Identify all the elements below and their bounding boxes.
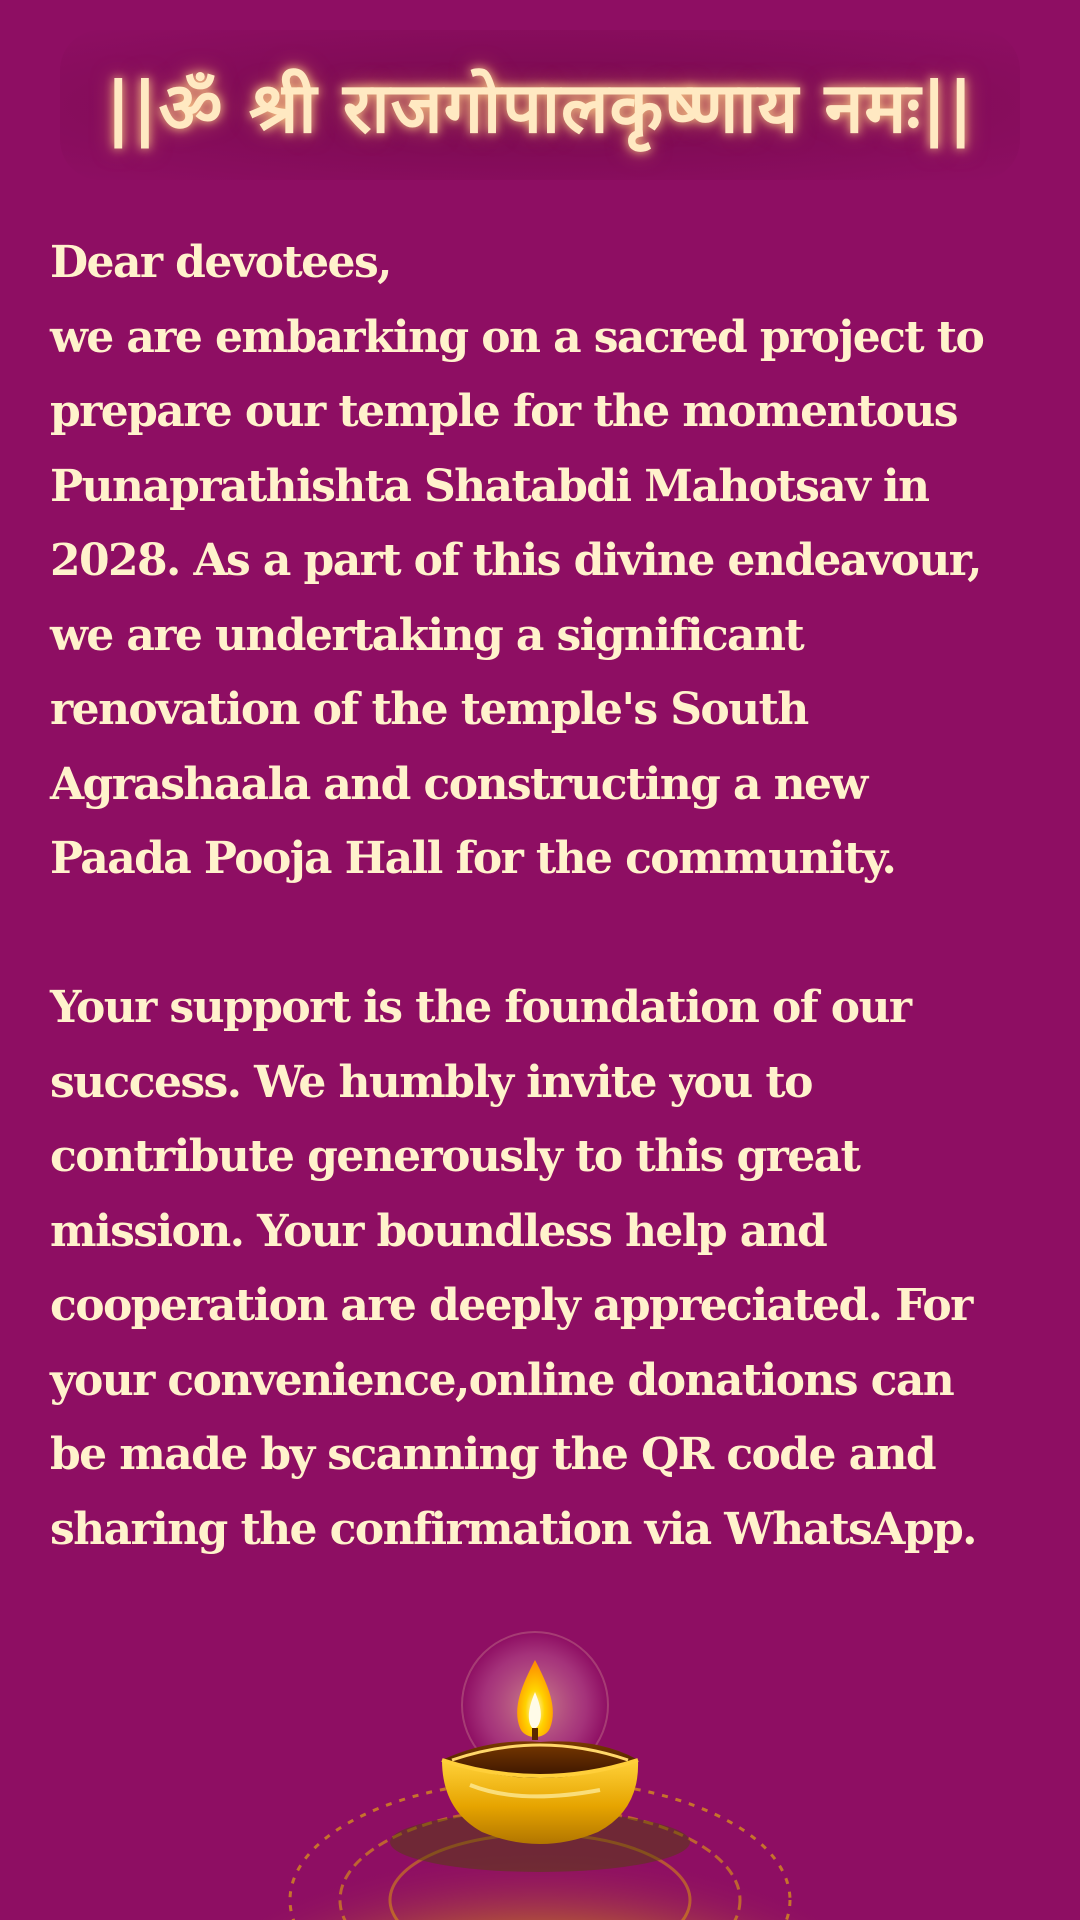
message-line: be made by scanning the QR code and xyxy=(50,1429,936,1480)
message-line: renovation of the temple's South xyxy=(50,684,808,735)
message-line: sharing the confirmation via WhatsApp. xyxy=(50,1503,976,1555)
message-body xyxy=(50,226,1040,1567)
message-line: cooperation are deeply appreciated. For xyxy=(50,1280,972,1331)
message-line: we are undertaking a significant xyxy=(50,609,804,661)
message-line: success. We humbly invite you to xyxy=(50,1056,812,1108)
message-line: prepare our temple for the momentous xyxy=(50,386,957,437)
paragraph-spacer xyxy=(50,897,1040,972)
message-line: mission. Your boundless help and xyxy=(50,1205,827,1257)
diya-lamp-icon xyxy=(0,1600,1080,1920)
message-line: we are embarking on a sacred project to xyxy=(50,311,984,363)
message-line: Dear devotees, xyxy=(50,237,391,288)
header-banner xyxy=(60,30,1020,180)
diya-decoration xyxy=(0,1600,1080,1920)
message-line: Punaprathishta Shatabdi Mahotsav in xyxy=(50,460,929,512)
message-line: your convenience,online donations can xyxy=(50,1354,954,1406)
message-line: contribute generously to this great xyxy=(50,1131,860,1182)
message-line: Agrashaala and constructing a new xyxy=(50,758,867,810)
message-line: Your support is the foundation of our xyxy=(50,982,911,1033)
page-title: ||ॐ श्री राजगोपालकृष्णाय नमः|| xyxy=(105,67,975,149)
message-line: Paada Pooja Hall for the community. xyxy=(50,833,896,884)
message-line: 2028. As a part of this divine endeavour, xyxy=(50,535,981,586)
